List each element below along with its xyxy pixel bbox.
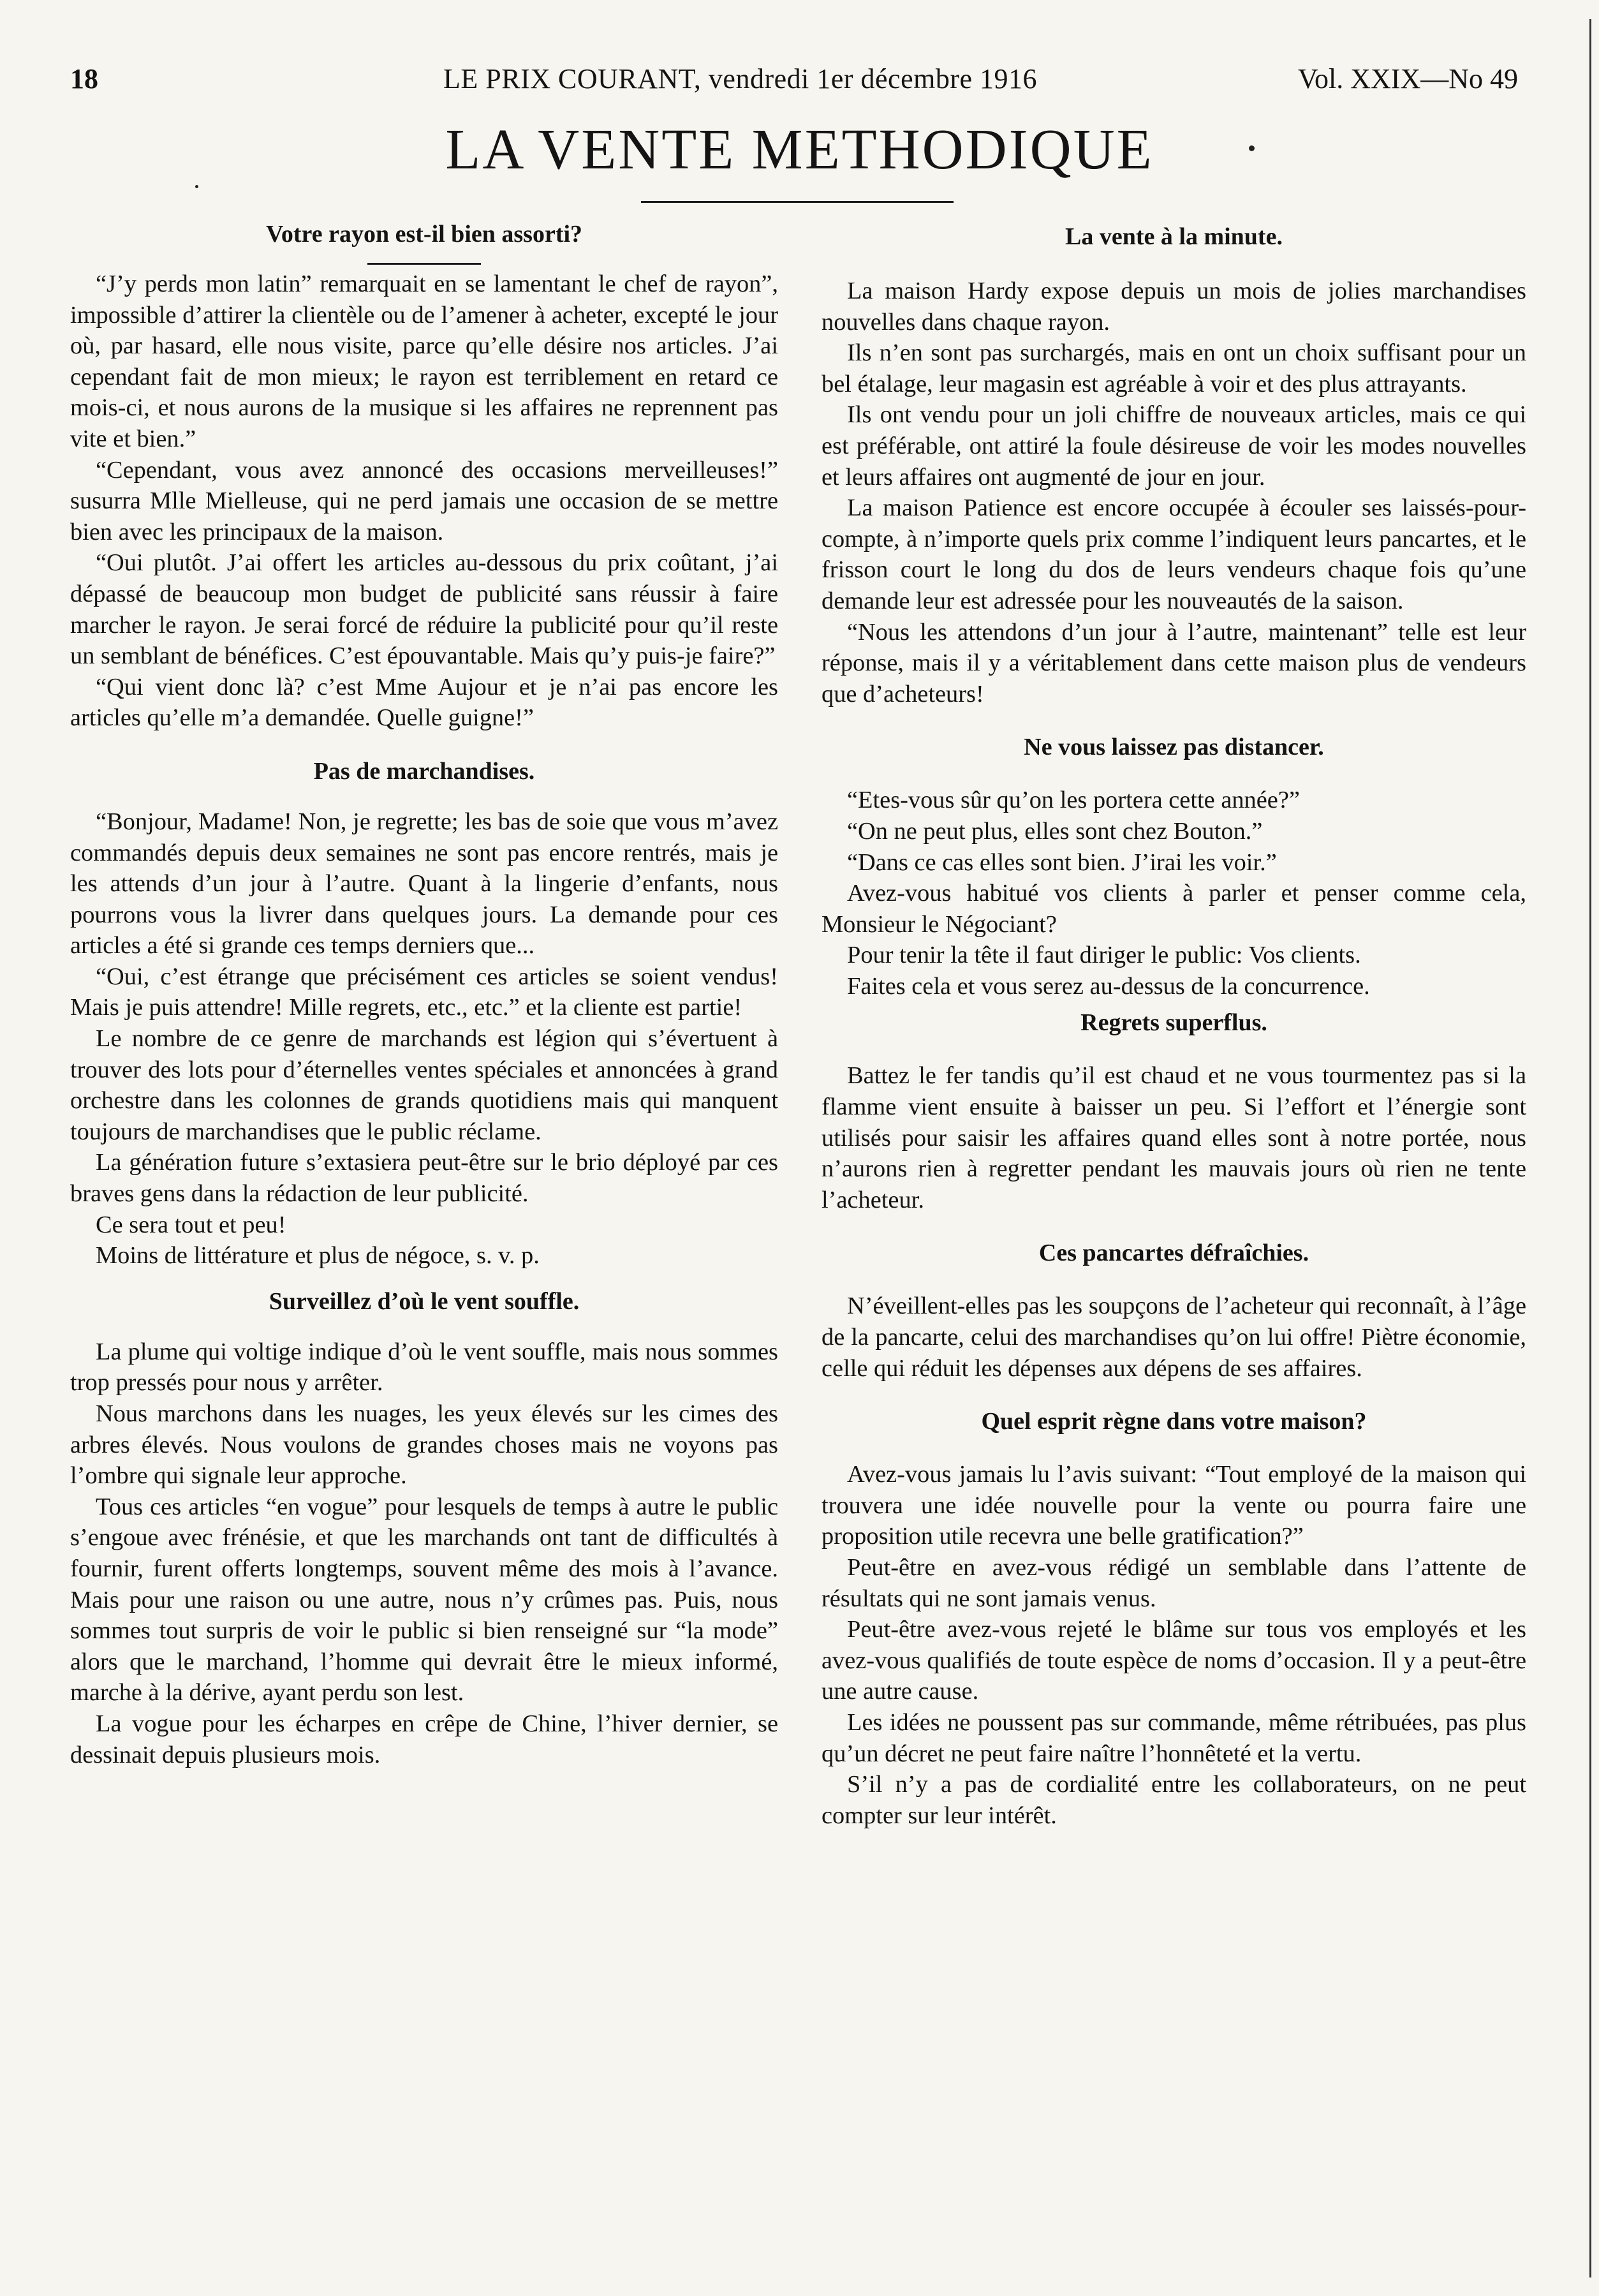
section-heading: Votre rayon est-il bien assorti?	[265, 221, 583, 248]
paragraph: “Dans ce cas elles sont bien. J’irai les voir.”	[847, 848, 1277, 876]
paragraph: “Nous les attendons d’un jour à l’autre, maintenant” telle est leur réponse, mais il y a véritablement dans cette maison plus de vendeurs que d’acheteurs!	[822, 618, 1526, 707]
title-underline	[641, 201, 954, 203]
paragraph: Tous ces articles “en vogue” pour lesquels de temps à autre le public s’engoue avec frénésie, et que les marchands ont tant de difficultés à fournir, furent offerts longtemps, souvent même des mois à l’avance. Mais pour une raison ou une autre, nous n’y crûmes pas. Puis, nous sommes tout surpris de voir le public si bien renseigné sur “la mode” alors que le marchand, l’homme qui devrait être le mieux informé, marche à la dérive, ayant perdu son lest.	[70, 1493, 778, 1707]
paragraph: La maison Patience est encore occupée à écouler ses laissés-pour-compte, à n’importe quels prix comme l’indiquent leurs pancartes, et le frisson court le long du dos de leurs vendeurs chaque fois qu’une demande leur est adressée pour les nouveautés de la saison.	[822, 494, 1526, 614]
section-heading: Quel esprit règne dans votre maison?	[981, 1408, 1367, 1435]
paragraph: Avez-vous habitué vos clients à parler et penser comme cela, Monsieur le Négociant?	[822, 880, 1526, 938]
paragraph: “Etes-vous sûr qu’on les portera cette année?”	[847, 787, 1300, 814]
section-heading: Pas de marchandises.	[313, 757, 535, 785]
paragraph: Nous marchons dans les nuages, les yeux élevés sur les cimes des arbres élevés. Nous voulons de grandes choses mais ne voyons pas l’ombre qui signale leur approche.	[70, 1400, 778, 1490]
paragraph: “Cependant, vous avez annoncé des occasions merveilleuses!” susurra Mlle Mielleuse, qui ne perd jamais une occasion de se mettre bien avec les principaux de la maison.	[70, 456, 778, 545]
stray-dot	[1249, 145, 1255, 151]
paragraph: S’il n’y a pas de cordialité entre les collaborateurs, on ne peut compter sur leur intérêt.	[822, 1771, 1526, 1829]
section-heading: Regrets superflus.	[1080, 1009, 1267, 1037]
paragraph: “On ne peut plus, elles sont chez Bouton.”	[847, 817, 1263, 845]
right-column	[822, 217, 1526, 1831]
paragraph: Pour tenir la tête il faut diriger le public: Vos clients.	[847, 942, 1361, 969]
paragraph: Les idées ne poussent pas sur commande, même rétribuées, pas plus qu’un décret ne peut faire naître l’honnêteté et la vertu.	[822, 1708, 1526, 1767]
paragraph: “Bonjour, Madame! Non, je regrette; les bas de soie que vous m’avez commandés depuis deux semaines ne sont pas encore rentrés, mais je les attends d’un jour à l’autre. Quant à la lingerie d’enfants, nous pourrons vous la livrer dans quelques jours. La demande pour ces articles a été si grande ces temps derniers que...	[70, 808, 778, 959]
stray-dot	[195, 185, 198, 188]
paragraph: La plume qui voltige indique d’où le vent souffle, mais nous sommes trop pressés pour nous y arrêter.	[70, 1338, 778, 1396]
section-heading: La vente à la minute.	[1065, 223, 1283, 250]
paragraph: La génération future s’extasiera peut-être sur le brio déployé par ces braves gens dans la rédaction de leur publicité.	[70, 1149, 778, 1208]
paragraph: Ils ont vendu pour un joli chiffre de nouveaux articles, mais ce qui est préférable, ont attiré la foule désireuse de voir les modes nouvelles et leurs affaires ont augmenté de jour en jour.	[822, 401, 1526, 491]
paragraph: Avez-vous jamais lu l’avis suivant: “Tout employé de la maison qui trouvera une idée nouvelle pour la vente ou pourra faire une proposition utile recevra une belle gratification?”	[822, 1461, 1526, 1550]
paragraph: Peut-être en avez-vous rédigé un semblable dans l’attente de résultats qui ne sont jamais venus.	[822, 1554, 1526, 1612]
article-section	[70, 218, 778, 734]
paragraph: Moins de littérature et plus de négoce, s. v. p.	[96, 1242, 540, 1270]
article-section	[822, 221, 1526, 709]
page-title: LA VENTE METHODIQUE	[445, 118, 1154, 181]
page-edge-line	[1589, 19, 1591, 2277]
article-section	[822, 1405, 1526, 1831]
section-heading: Surveillez d’où le vent souffle.	[269, 1287, 580, 1315]
paragraph: Peut-être avez-vous rejeté le blâme sur tous vos employés et les avez-vous qualifiés de toute espèce de noms d’occasion. Il y a peut-être une autre cause.	[822, 1616, 1526, 1705]
paragraph: Ce sera tout et peu!	[96, 1211, 286, 1238]
article-section	[822, 731, 1526, 1002]
paragraph: Le nombre de ce genre de marchands est légion qui s’évertuent à trouver des lots pour d’éternelles ventes spéciales et annoncées à grand orchestre dans les colonnes de grands quotidiens mais qui manquent toujours de marchandises que le public réclame.	[70, 1025, 778, 1145]
page-header	[70, 63, 1518, 101]
paragraph: Ils n’en sont pas surchargés, mais en ont un choix suffisant pour un bel étalage, leur magasin est agréable à voir et des plus attrayants.	[822, 339, 1526, 397]
left-column	[70, 217, 778, 1770]
paragraph: Battez le fer tandis qu’il est chaud et ne vous tourmentez pas si la flamme vient ensuite à baisser un peu. Si l’effort et l’énergie sont utilisés pour saisir les affaires quand elles sont à notre portée, nous n’aurons rien à regretter pendant les mauvais jours où rien ne tente l’acheteur.	[822, 1062, 1526, 1213]
paragraph: La maison Hardy expose depuis un mois de jolies marchandises nouvelles dans chaque rayon.	[822, 278, 1526, 336]
paragraph: “Oui plutôt. J’ai offert les articles au-dessous du prix coûtant, j’ai dépassé de beaucoup mon budget de publicité sans réussir à faire marcher le rayon. Je serai forcé de réduire la publicité pour qu’il reste un semblant de bénéfices. C’est épouvantable. Mais qu’y puis-je faire?”	[70, 549, 778, 670]
paragraph: La vogue pour les écharpes en crêpe de Chine, l’hiver dernier, se dessinait depuis plusieurs mois.	[70, 1710, 778, 1768]
volume-number: Vol. XXIX—No 49	[1297, 63, 1518, 94]
heading-rule	[367, 263, 481, 265]
paragraph: “Oui, c’est étrange que précisément ces articles se soient vendus! Mais je puis attendre! Mille regrets, etc., etc.” et la cliente est partie!	[70, 963, 778, 1021]
section-heading: Ne vous laissez pas distancer.	[1024, 734, 1324, 761]
section-heading: Ces pancartes défraîchies.	[1038, 1240, 1309, 1267]
article-section	[70, 1285, 778, 1770]
article-section	[822, 1007, 1526, 1215]
page-number: 18	[70, 63, 98, 94]
article-section	[822, 1237, 1526, 1384]
publication-line: LE PRIX COURANT, vendredi 1er décembre 1916	[443, 63, 1038, 94]
paragraph: Faites cela et vous serez au-dessus de la concurrence.	[847, 972, 1370, 1000]
paragraph: N’éveillent-elles pas les soupçons de l’acheteur qui reconnaît, à l’âge de la pancarte, celui des marchandises qu’on lui offre! Piètre économie, celle qui réduit les dépenses aux dépens de ses affaires.	[822, 1292, 1526, 1382]
paragraph: “J’y perds mon latin” remarquait en se lamentant le chef de rayon”, impossible d’attirer la clientèle ou de l’amener à acheter, excepté le jour où, par hasard, elle nous visite, parce qu’elle désire nos articles. J’ai cependant fait de mon mieux; le rayon est terriblement en retard ce mois-ci, et nous aurons de la musique si les affaires ne reprennent pas vite et bien.”	[70, 270, 778, 452]
paragraph: “Qui vient donc là? c’est Mme Aujour et je n’ai pas encore les articles qu’elle m’a demandée. Quelle guigne!”	[70, 673, 778, 732]
article-section	[70, 755, 778, 1271]
